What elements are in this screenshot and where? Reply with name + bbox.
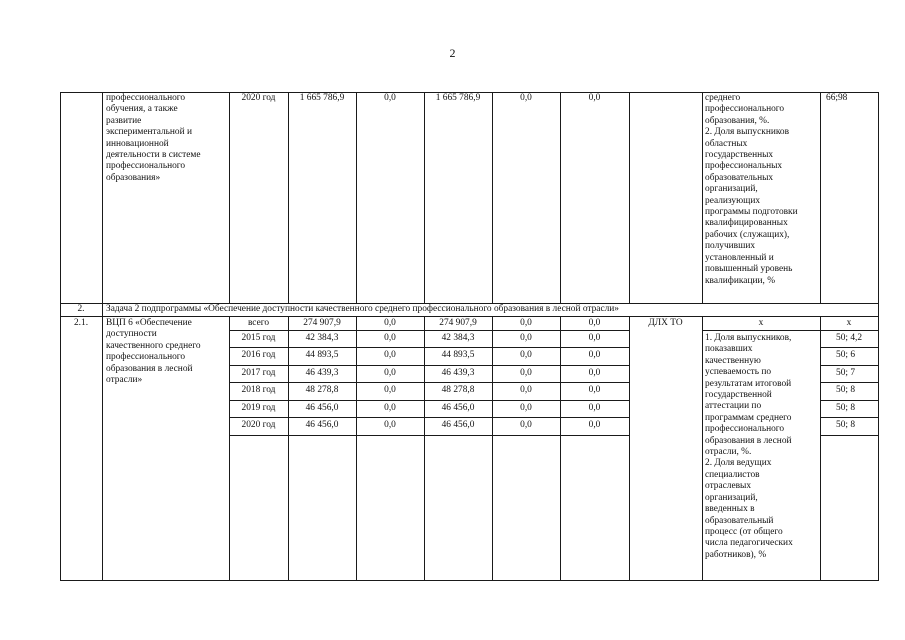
column-rule xyxy=(288,92,289,304)
text-line: ВЦП 6 «Обеспечение xyxy=(106,318,192,328)
text-line: профессиональных xyxy=(705,161,783,172)
table-rule xyxy=(820,417,879,418)
text-line: введенных в xyxy=(705,504,755,515)
total-cell: 46 439,3 xyxy=(305,368,339,378)
column-rule xyxy=(229,92,230,304)
regional-cell: 1 665 786,9 xyxy=(435,93,481,103)
text-line: доступности xyxy=(106,329,157,340)
text-line: образования» xyxy=(106,172,161,183)
year-cell: 2015 год xyxy=(241,333,276,343)
total-cell: 46 456,0 xyxy=(305,403,339,413)
column-rule xyxy=(820,316,821,581)
text-line: качественную xyxy=(705,355,761,366)
text-line: успеваемость по xyxy=(705,367,772,378)
federal-cell: 0,0 xyxy=(384,403,396,413)
indicator-value: 50; 8 xyxy=(836,385,856,395)
page-number: 2 xyxy=(449,46,456,60)
indicator-value: 50; 8 xyxy=(836,403,856,413)
text-line: программам среднего xyxy=(705,412,792,423)
table-border-right xyxy=(878,92,879,581)
table-rule xyxy=(229,400,630,401)
year-cell: 2017 год xyxy=(241,368,276,378)
total-cell: 48 278,8 xyxy=(305,385,339,395)
column-rule xyxy=(702,316,703,581)
table-border-bottom xyxy=(60,580,879,581)
table-rule xyxy=(820,365,879,366)
federal-cell: 0,0 xyxy=(384,350,396,360)
column-rule xyxy=(492,92,493,304)
local-cell: 0,0 xyxy=(520,93,532,103)
column-rule xyxy=(629,92,630,304)
text-line: 1. Доля выпускников, xyxy=(705,333,792,343)
table-rule xyxy=(229,347,630,348)
other-cell: 0,0 xyxy=(588,318,601,328)
text-line: профессионального xyxy=(705,104,785,115)
regional-cell: 42 384,3 xyxy=(441,333,475,343)
vcp-number: 2.1. xyxy=(73,318,89,328)
indicator-value: х xyxy=(846,318,852,328)
local-cell: 0,0 xyxy=(520,385,532,395)
task-title: Задача 2 подпрограммы «Обеспечение доступности качественного среднего профессионального образования в лесной отрасли» xyxy=(106,304,619,314)
federal-cell: 0,0 xyxy=(384,368,396,378)
indicator-value: 50; 8 xyxy=(836,420,856,430)
year-cell: 2016 год xyxy=(241,350,276,360)
column-rule xyxy=(356,92,357,304)
year-cell: всего xyxy=(247,318,270,328)
text-line: рабочих (служащих), xyxy=(705,229,790,240)
table-rule xyxy=(229,417,630,418)
column-rule xyxy=(820,92,821,304)
text-line: профессионального xyxy=(106,93,186,103)
text-line: государственной xyxy=(705,390,772,401)
text-line: установленный и xyxy=(705,252,774,263)
indicator-value: 50; 6 xyxy=(836,350,856,360)
table-rule xyxy=(820,435,879,436)
text-line: экспериментальной и xyxy=(106,127,192,138)
indicator-text xyxy=(705,93,819,287)
text-line: отрасли, %. xyxy=(705,447,752,458)
text-line: получивших xyxy=(705,241,756,252)
table-rule xyxy=(229,382,630,383)
text-line: профессионального xyxy=(705,424,785,435)
other-cell: 0,0 xyxy=(588,333,601,343)
column-rule xyxy=(560,92,561,304)
text-line: работников), % xyxy=(705,549,767,560)
regional-cell: 46 456,0 xyxy=(441,420,475,430)
table-border-left xyxy=(60,92,61,581)
regional-cell: 48 278,8 xyxy=(441,385,475,395)
other-cell: 0,0 xyxy=(588,350,601,360)
text-line: качественного среднего xyxy=(106,340,201,351)
total-cell: 1 665 786,9 xyxy=(299,93,345,103)
text-line: деятельности в системе xyxy=(106,150,201,161)
federal-cell: 0,0 xyxy=(384,333,396,343)
federal-cell: 0,0 xyxy=(384,318,396,328)
text-line: среднего xyxy=(705,93,741,103)
column-rule xyxy=(102,92,103,581)
text-line: специалистов xyxy=(705,469,760,480)
text-line: организаций, xyxy=(705,184,758,195)
text-line: развитие xyxy=(106,115,142,126)
text-line: 2. Доля ведущих xyxy=(705,458,772,469)
text-line: обучения, а также xyxy=(106,104,178,115)
indicator-value: 66;98 xyxy=(826,93,848,103)
other-cell: 0,0 xyxy=(588,403,601,413)
text-line: профессионального xyxy=(106,161,186,172)
column-rule xyxy=(424,92,425,304)
regional-cell: 274 907,9 xyxy=(439,318,477,328)
text-line: образования в лесной xyxy=(106,363,193,374)
regional-cell: 46 439,3 xyxy=(441,368,475,378)
vcp-name xyxy=(106,318,226,386)
text-line: квалифицированных xyxy=(705,218,788,229)
table-rule xyxy=(820,347,879,348)
local-cell: 0,0 xyxy=(520,350,532,360)
text-line: областных xyxy=(705,138,748,149)
local-cell: 0,0 xyxy=(520,403,532,413)
other-cell: 0,0 xyxy=(588,368,601,378)
text-line: образования, %. xyxy=(705,115,770,126)
text-line: государственных xyxy=(705,150,774,161)
task-number: 2. xyxy=(77,304,85,314)
table-rule xyxy=(820,382,879,383)
table-rule xyxy=(229,365,630,366)
total-cell: 42 384,3 xyxy=(305,333,339,343)
local-cell: 0,0 xyxy=(520,333,532,343)
year-cell: 2018 год xyxy=(241,385,276,395)
vcp-executor: ДЛХ ТО xyxy=(648,318,683,328)
table-rule xyxy=(229,330,630,331)
table-rule xyxy=(702,330,879,331)
total-cell: 274 907,9 xyxy=(303,318,341,328)
text-line: 2. Доля выпускников xyxy=(705,127,790,138)
text-line: образовательный xyxy=(705,515,774,526)
year-cell: 2019 год xyxy=(241,403,276,413)
total-cell: 44 893,5 xyxy=(305,350,339,360)
text-line: профессионального xyxy=(106,352,186,363)
text-line: программы подготовки xyxy=(705,207,798,218)
text-line: отраслевых xyxy=(705,481,752,492)
column-rule xyxy=(629,316,630,581)
text-line: организаций, xyxy=(705,492,758,503)
indicator-value: 50; 4,2 xyxy=(836,333,863,343)
text-line: результатам итоговой xyxy=(705,378,792,389)
text-line: отрасли» xyxy=(106,375,143,386)
column-rule xyxy=(702,92,703,304)
year-cell: 2020 год xyxy=(241,93,276,103)
activity-name xyxy=(106,93,226,184)
year-cell: 2020 год xyxy=(241,420,276,430)
regional-cell: 44 893,5 xyxy=(441,350,475,360)
local-cell: 0,0 xyxy=(520,420,532,430)
indicator-header: х xyxy=(758,318,764,328)
text-line: реализующих xyxy=(705,195,761,206)
local-cell: 0,0 xyxy=(520,368,532,378)
table-rule xyxy=(60,316,879,317)
total-cell: 46 456,0 xyxy=(305,420,339,430)
indicator-text xyxy=(705,333,819,561)
federal-cell: 0,0 xyxy=(384,93,396,103)
regional-cell: 46 456,0 xyxy=(441,403,475,413)
text-line: инновационной xyxy=(106,138,169,149)
federal-cell: 0,0 xyxy=(384,420,396,430)
text-line: образования в лесной xyxy=(705,435,792,446)
table-rule xyxy=(229,435,630,436)
other-cell: 0,0 xyxy=(588,420,601,430)
table-rule xyxy=(820,400,879,401)
federal-cell: 0,0 xyxy=(384,385,396,395)
text-line: повышенный уровень xyxy=(705,264,793,275)
indicator-value: 50; 7 xyxy=(836,368,856,378)
text-line: процесс (от общего xyxy=(705,526,783,537)
text-line: образовательных xyxy=(705,172,774,183)
text-line: аттестации по xyxy=(705,401,762,412)
other-cell: 0,0 xyxy=(588,93,601,103)
other-cell: 0,0 xyxy=(588,385,601,395)
text-line: квалификации, % xyxy=(705,275,776,286)
local-cell: 0,0 xyxy=(520,318,532,328)
text-line: числа педагогических xyxy=(705,538,793,549)
text-line: показавших xyxy=(705,344,753,355)
